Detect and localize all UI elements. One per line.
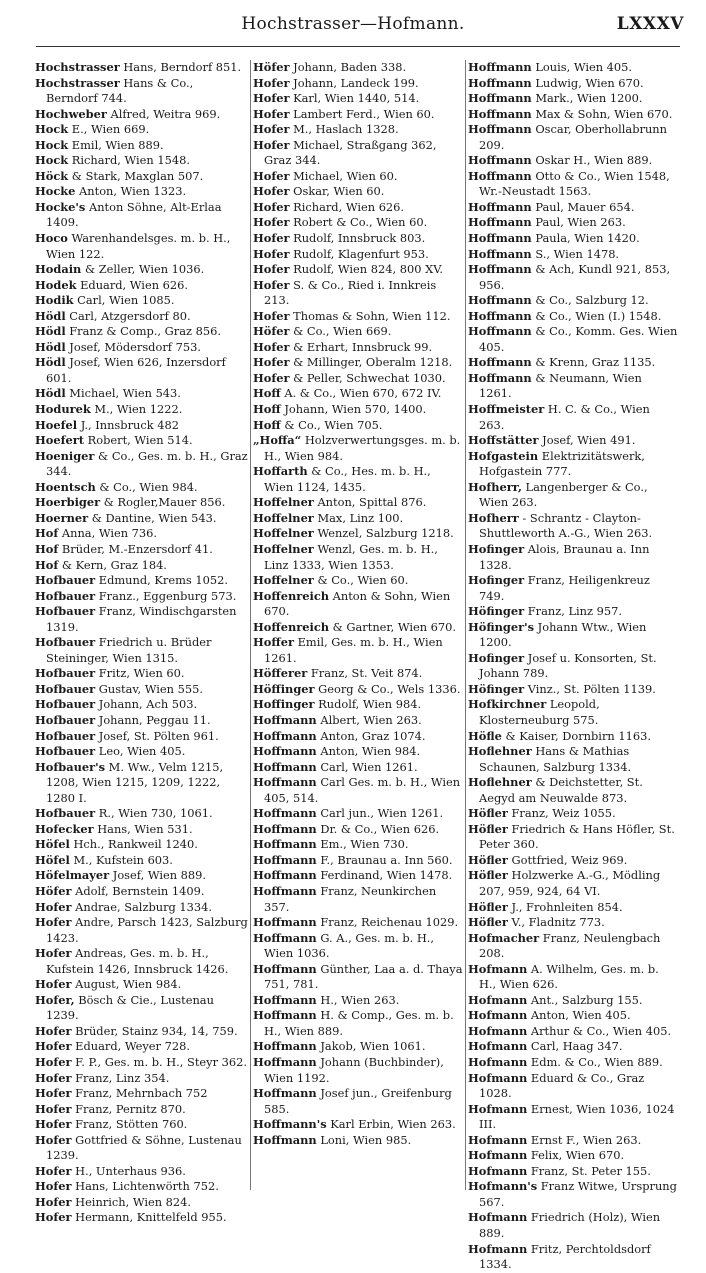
directory-entry: Hoflehner Hans & Mathias Schaunen, Salzburg 1334. [468,744,632,774]
directory-entry: Hofer, Bösch & Cie., Lustenau 1239. [35,992,214,1023]
directory-entry: Hofmann Fritz, Perchtoldsdorf 1334. [468,1241,651,1272]
directory-entry: Hoffmann Franz, Reichenau 1029. [253,915,459,930]
directory-entry: Hofecker Hans, Wien 531. [35,821,193,836]
directory-entry: Hoco Warenhandelsges. m. b. H., Wien 122. [35,231,231,261]
directory-entry: Hofbauer Franz, Windischgarsten 1319. [35,604,237,634]
directory-entry: Hofmann Ernst F., Wien 263. [468,1132,642,1147]
directory-entry: Hodek Eduard, Wien 626. [35,277,189,292]
directory-entry: Hofgastein Elektrizitätswerk, Hofgastein 777. [468,448,645,479]
directory-entry: Hoffinger Rudolf, Wien 984. [253,697,422,712]
directory-entry: Hoffer Emil, Ges. m. b. H., Wien 1261. [253,635,443,665]
directory-entry: Hofbauer Friedrich u. Brüder Steininger, Wien 1315. [35,635,212,665]
directory-entry: Hofbauer Fritz, Wien 60. [35,666,185,681]
directory-entry: Hoffmann Günther, Laa a. d. Thaya 751, 781. [253,961,463,992]
directory-entry: Hofer August, Wien 984. [35,977,182,992]
page-number: LXXXV [616,14,684,34]
directory-entry: Höffinger Georg & Co., Wels 1336. [253,681,461,696]
directory-entry: Hoffmann Albert, Wien 263. [253,712,422,727]
directory-entry: Hoffelner & Co., Wien 60. [253,573,409,588]
directory-entry: Hofmann Eduard & Co., Graz 1028. [468,1070,645,1101]
directory-entry: Hoffmann H., Wien 263. [253,992,400,1007]
directory-entry: Hofer Eduard, Weyer 728. [35,1039,190,1054]
directory-entry: Hofer Gottfried & Söhne, Lustenau 1239. [35,1132,242,1163]
directory-entry: Hoffmann & Co., Wien (I.) 1548. [468,308,662,323]
directory-entry: Höfler J., Frohnleiten 854. [468,899,623,914]
directory-entry: Hoffmann Ludwig, Wien 670. [468,75,644,90]
directory-entry: Höfler Gottfried, Weiz 969. [468,852,628,867]
directory-entry: Hofbauer Gustav, Wien 555. [35,681,203,696]
directory-entry: Hofmann Edm. & Co., Wien 889. [468,1055,663,1069]
directory-entry: Hofmann's Franz Witwe, Ursprung 567. [468,1179,677,1209]
directory-entry: Hofer Franz, Mehrnbach 752 [35,1086,208,1101]
directory-entry: Hoffmann Carl, Wien 1261. [253,759,418,774]
column-3 [465,60,680,1272]
directory-entry: Höfler Franz, Weiz 1055. [468,806,616,821]
directory-entry: Hofer Franz, Linz 354. [35,1070,170,1085]
directory-entry: Hof & Kern, Graz 184. [35,557,167,572]
directory-entry: Hofmann Franz, St. Peter 155. [468,1163,651,1178]
directory-entry: Hofbauer Josef, St. Pölten 961. [35,728,219,743]
directory-entry: Hofmann Carl, Haag 347. [468,1039,623,1054]
directory-entry: Hoffmann & Co., Komm. Ges. Wien 405. [468,324,678,354]
directory-entry: Hoerner & Dantine, Wien 543. [35,510,217,525]
directory-entry: Höfel M., Kufstein 603. [35,852,173,867]
directory-entry: Hödl Michael, Wien 543. [35,386,181,401]
directory-entry: Höfer Adolf, Bernstein 1409. [35,883,205,898]
directory-entry: Hofer Michael, Straßgang 362, Graz 344. [253,137,437,168]
directory-entry: Hofer M., Haslach 1328. [253,122,399,137]
directory-columns [35,60,685,1272]
directory-entry: Hoffmann Franz, Neunkirchen 357. [253,883,437,914]
directory-entry: Höfelmayer Josef, Wien 889. [35,868,207,883]
directory-entry: Hofer & Peller, Schwechat 1030. [253,370,446,385]
directory-entry: Hofer Rudolf, Innsbruck 803. [253,231,426,246]
directory-entry: Höfler Friedrich & Hans Höfler, St. Peter 360. [468,821,675,852]
directory-entry: Hofbauer Johann, Ach 503. [35,697,198,712]
directory-entry: Hofer S. & Co., Ried i. Innkreis 213. [253,277,437,308]
directory-entry: Hoffmann Jakob, Wien 1061. [253,1039,426,1054]
directory-entry: Hoffmann Ferdinand, Wien 1478. [253,868,453,883]
directory-entry: Hofinger Josef u. Konsorten, St. Johann 789. [468,650,657,681]
directory-entry: Hofer & Millinger, Oberalm 1218. [253,355,453,370]
directory-entry: Hofmann Ernest, Wien 1036, 1024 III. [468,1101,675,1132]
directory-entry: Hoffmann Paul, Mauer 654. [468,199,635,214]
directory-entry: Hodain & Zeller, Wien 1036. [35,262,205,277]
directory-entry: Hofer Lambert Ferd., Wien 60. [253,106,435,121]
directory-entry: Hoffmann Otto & Co., Wien 1548, Wr.-Neustadt 1563. [468,168,670,199]
directory-entry: Hofkirchner Leopold, Klosterneuburg 575. [468,697,600,727]
directory-entry: Hofer H., Unterhaus 936. [35,1163,186,1178]
directory-entry: Hoffelner Anton, Spittal 876. [253,495,427,510]
directory-entry: Höfer Johann, Baden 338. [253,60,407,74]
directory-entry: Hofmann Anton, Wien 405. [468,1008,631,1023]
directory-entry: Hofbauer Franz., Eggenburg 573. [35,588,237,603]
directory-entry: Hocke Anton, Wien 1323. [35,184,187,199]
column-1 [35,60,250,1225]
directory-entry: Hofinger Alois, Braunau a. Inn 1328. [468,541,650,572]
directory-entry: Hoffenreich Anton & Sohn, Wien 670. [253,588,451,619]
directory-entry: Hoffelner Wenzel, Salzburg 1218. [253,526,454,541]
directory-entry: Hoflehner & Deichstetter, St. Aegyd am Neuwalde 873. [468,775,643,805]
directory-entry: Hochstrasser Hans & Co., Berndorf 744. [35,75,194,106]
directory-entry: Höfle & Kaiser, Dornbirn 1163. [468,728,651,743]
directory-entry: Hoff Johann, Wien 570, 1400. [253,402,427,417]
directory-entry: Hoffmann H. & Comp., Ges. m. b. H., Wien 889. [253,1008,454,1038]
directory-entry: Hoffmann Dr. & Co., Wien 626. [253,821,440,836]
directory-entry: Höfer & Co., Wien 669. [253,324,392,339]
directory-entry: Hoffstätter Josef, Wien 491. [468,433,636,448]
directory-entry: Hofbauer Leo, Wien 405. [35,744,186,759]
directory-entry: Hoffmann Johann (Buchbinder), Wien 1192. [253,1055,444,1085]
directory-entry: Hofmann Friedrich (Holz), Wien 889. [468,1210,661,1241]
directory-entry: Hoffmann Max & Sohn, Wien 670. [468,106,673,121]
directory-entry: Hochstrasser Hans, Berndorf 851. [35,60,242,74]
directory-entry: Hoffmann & Neumann, Wien 1261. [468,370,642,401]
directory-entry: Hofer Oskar, Wien 60. [253,184,385,199]
directory-entry: Hoffelner Wenzl, Ges. m. b. H., Linz 1333, Wien 1353. [253,541,438,572]
directory-entry: Hoefel J., Innsbruck 482 [35,417,179,432]
directory-entry: Hoffarth & Co., Hes. m. b. H., Wien 1124, 1435. [253,464,431,494]
directory-entry: Höfferer Franz, St. Veit 874. [253,666,423,681]
directory-entry: Höfinger Franz, Linz 957. [468,604,623,619]
directory-entry: Hoffmann Carl jun., Wien 1261. [253,806,444,821]
directory-entry: Höfler Holzwerke A.-G., Mödling 207, 959, 924, 64 VI. [468,868,661,898]
directory-entry: Höfel Hch., Rankweil 1240. [35,837,198,852]
directory-entry: Hofer Rudolf, Wien 824, 800 XV. [253,262,444,277]
directory-entry: Hochweber Alfred, Weitra 969. [35,106,221,121]
directory-entry: Hof Brüder, M.-Enzersdorf 41. [35,541,213,556]
directory-entry: Hofbauer's M. Ww., Velm 1215, 1208, Wien 1215, 1209, 1222, 1280 I. [35,759,224,805]
directory-entry: Hödl Josef, Mödersdorf 753. [35,339,201,354]
directory-entry: Hofmann Arthur & Co., Wien 405. [468,1023,672,1038]
directory-entry: Hoffmann Oscar, Oberhollabrunn 209. [468,122,667,152]
directory-entry: Hofer Robert & Co., Wien 60. [253,215,428,230]
header-rule [36,46,680,47]
directory-entry: Hoffmann F., Braunau a. Inn 560. [253,852,453,867]
directory-entry: Hoffmann Em., Wien 730. [253,837,409,852]
directory-entry: Hödl Josef, Wien 626, Inzersdorf 601. [35,355,226,385]
page-header [0,14,706,54]
directory-entry: Hoffelner Max, Linz 100. [253,510,404,525]
directory-entry: Hofer Franz, Pernitz 870. [35,1101,186,1116]
directory-entry: Höfinger Vinz., St. Pölten 1139. [468,681,656,696]
directory-entry: Hodik Carl, Wien 1085. [35,293,175,308]
directory-entry: Hofer Hans, Lichtenwörth 752. [35,1179,219,1194]
directory-entry: Hodurek M., Wien 1222. [35,402,183,417]
directory-entry: Hofer Andreas, Ges. m. b. H., Kufstein 1426, Innsbruck 1426. [35,946,229,976]
directory-entry: Hock Emil, Wien 889. [35,137,164,152]
directory-entry: „Hoffa“ Holzverwertungsges. m. b. H., Wien 984. [253,433,461,463]
directory-entry: Hoefert Robert, Wien 514. [35,433,193,448]
directory-entry: Hoffmann & Krenn, Graz 1135. [468,355,656,370]
directory-entry: Hocke's Anton Söhne, Alt-Erlaa 1409. [35,199,222,230]
directory-entry: Hoentsch & Co., Wien 984. [35,479,198,494]
directory-entry: Hoerbiger & Rogler,Mauer 856. [35,495,226,510]
directory-entry: Hofer Brüder, Stainz 934, 14, 759. [35,1023,238,1038]
directory-entry: Hofer Andre, Parsch 1423, Salzburg 1423. [35,915,248,945]
directory-entry: Hofmacher Franz, Neulengbach 208. [468,930,661,961]
directory-entry: Hock E., Wien 669. [35,122,150,137]
directory-entry: Hoffmann Mark., Wien 1200. [468,91,643,106]
directory-entry: Hoffmann G. A., Ges. m. b. H., Wien 1036. [253,930,435,961]
directory-entry: Hofer Karl, Wien 1440, 514. [253,91,420,106]
directory-entry: Hofmann A. Wilhelm, Ges. m. b. H., Wien 626. [468,961,659,992]
directory-entry: Hofer Johann, Landeck 199. [253,75,419,90]
directory-entry: Hoffmann & Ach, Kundl 921, 853, 956. [468,262,671,292]
directory-entry: Hödl Carl, Atzgersdorf 80. [35,308,191,323]
directory-entry: Hoeniger & Co., Ges. m. b. H., Graz 344. [35,448,248,479]
directory-entry: Hoffmann Oskar H., Wien 889. [468,153,653,168]
directory-entry: Hoffmann Louis, Wien 405. [468,60,633,74]
directory-entry: Hock Richard, Wien 1548. [35,153,190,168]
directory-entry: Hofmann Ant., Salzburg 155. [468,992,643,1007]
directory-entry: Hofbauer Johann, Peggau 11. [35,712,211,727]
directory-entry: Hoff A. & Co., Wien 670, 672 IV. [253,386,442,401]
directory-entry: Hofer Heinrich, Wien 824. [35,1194,192,1209]
directory-entry: Hof Anna, Wien 736. [35,526,158,541]
directory-entry: Hoffmann Anton, Wien 984. [253,744,421,759]
directory-entry: Höfinger's Johann Wtw., Wien 1200. [468,619,647,650]
directory-entry: Hoffmann Paul, Wien 263. [468,215,626,230]
directory-entry: Hofherr, Langenberger & Co., Wien 263. [468,479,648,510]
directory-entry: Hofer Franz, Stötten 760. [35,1117,188,1132]
directory-entry: Hofer Andrae, Salzburg 1334. [35,899,213,914]
directory-entry: Hofinger Franz, Heiligenkreuz 749. [468,573,650,603]
directory-entry: Hoffmann's Karl Erbin, Wien 263. [253,1117,456,1132]
directory-entry: Höfler V., Fladnitz 773. [468,915,605,930]
directory-entry: Hofer & Erhart, Innsbruck 99. [253,339,433,354]
directory-entry: Hoffmann Anton, Graz 1074. [253,728,426,743]
directory-entry: Hofbauer R., Wien 730, 1061. [35,806,213,821]
directory-entry: Hoffenreich & Gartner, Wien 670. [253,619,457,634]
directory-entry: Hoffmann S., Wien 1478. [468,246,620,261]
directory-entry: Höck & Stark, Maxglan 507. [35,168,204,183]
page-title: Hochstrasser—Hofmann. [241,14,465,34]
directory-entry: Hofherr - Schrantz - Clayton-Shuttleworth A.-G., Wien 263. [468,510,653,541]
column-2 [250,60,465,1190]
directory-entry: Hofer Hermann, Knittelfeld 955. [35,1210,227,1225]
directory-entry: Hoffmann Josef jun., Greifenburg 585. [253,1086,452,1116]
directory-entry: Hofbauer Edmund, Krems 1052. [35,573,228,588]
directory-entry: Hofer Richard, Wien 626. [253,199,405,214]
directory-entry: Hofer Thomas & Sohn, Wien 112. [253,308,451,323]
directory-entry: Hoffmann & Co., Salzburg 12. [468,293,649,308]
directory-entry: Hoff & Co., Wien 705. [253,417,383,432]
directory-entry: Hoffmann Paula, Wien 1420. [468,231,640,246]
directory-entry: Hofer Michael, Wien 60. [253,168,398,183]
directory-entry: Hoffmann Loni, Wien 985. [253,1132,412,1147]
directory-entry: Hödl Franz & Comp., Graz 856. [35,324,221,339]
directory-entry: Hoffmann Carl Ges. m. b. H., Wien 405, 514. [253,775,461,805]
directory-entry: Hofer F. P., Ges. m. b. H., Steyr 362. [35,1055,248,1069]
directory-entry: Hofmann Felix, Wien 670. [468,1148,625,1163]
directory-entry: Hoffmeister H. C. & Co., Wien 263. [468,402,650,432]
directory-entry: Hofer Rudolf, Klagenfurt 953. [253,246,429,261]
